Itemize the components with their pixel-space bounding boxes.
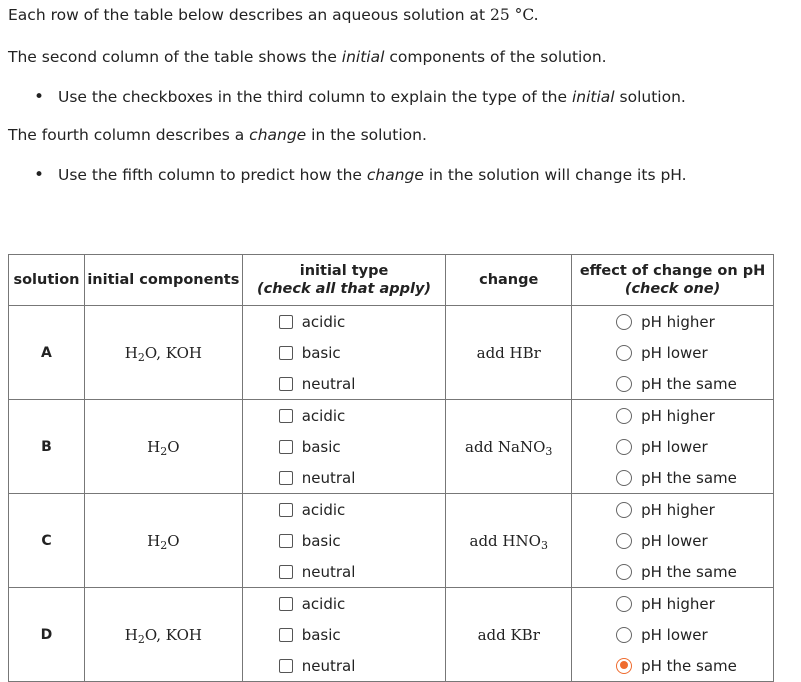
component-subscript: 2: [137, 350, 145, 364]
type-option-acidic[interactable]: [243, 306, 446, 337]
change-cell: [446, 400, 572, 494]
intro-line-3: [8, 126, 427, 144]
bullet-1-em: initial: [571, 88, 615, 106]
checkbox[interactable]: [279, 534, 293, 548]
intro-line-3-pre: The fourth column describes a: [8, 126, 250, 144]
initial-type-options: [242, 400, 446, 494]
type-option-neutral[interactable]: [243, 462, 446, 493]
effect-options: [572, 494, 774, 588]
effect-option-label: pH higher: [641, 594, 715, 613]
solution-label: A: [9, 306, 85, 400]
intro-line-1: [8, 6, 539, 24]
change-subscript: 3: [540, 538, 548, 552]
type-option-label: basic: [301, 531, 341, 550]
intro-bullet-2: [34, 166, 687, 184]
effect-option-label: pH the same: [641, 374, 737, 393]
component-formula-a: H: [147, 531, 161, 550]
bullet-2-post: in the solution will change its pH.: [423, 166, 687, 184]
component-formula-a: H: [147, 437, 161, 456]
type-option-label: acidic: [301, 500, 346, 519]
effect-option-ph-the-same[interactable]: [572, 462, 773, 493]
type-option-acidic[interactable]: [243, 588, 446, 619]
effect-option-ph-lower[interactable]: [572, 337, 773, 368]
initial-components: [84, 306, 242, 400]
header-effect: [572, 255, 774, 306]
type-option-label: neutral: [301, 656, 356, 675]
header-solution: solution: [9, 255, 85, 306]
initial-type-options: [242, 494, 446, 588]
change-cell: [446, 306, 572, 400]
type-option-neutral[interactable]: [243, 650, 446, 681]
solutions-table: [8, 254, 774, 682]
effect-option-ph-higher[interactable]: [572, 588, 773, 619]
initial-components: [84, 588, 242, 682]
header-initial-type: [242, 255, 446, 306]
radio-button[interactable]: [616, 502, 632, 518]
effect-option-ph-the-same[interactable]: [572, 650, 773, 681]
bullet-2-pre: Use the fifth column to predict how the: [58, 166, 367, 184]
bullet-1-post: solution.: [614, 88, 686, 106]
initial-components: [84, 494, 242, 588]
effect-option-label: pH the same: [641, 468, 737, 487]
component-subscript: 2: [137, 632, 145, 646]
type-option-label: basic: [301, 437, 341, 456]
bullet-2-em: change: [366, 166, 424, 184]
solution-label: D: [9, 588, 85, 682]
checkbox[interactable]: [279, 377, 293, 391]
type-option-label: acidic: [301, 312, 346, 331]
solution-label: B: [9, 400, 85, 494]
checkbox[interactable]: [279, 597, 293, 611]
type-option-label: basic: [301, 625, 341, 644]
type-option-acidic[interactable]: [243, 400, 446, 431]
header-change: change: [446, 255, 572, 306]
effect-option-label: pH higher: [641, 500, 715, 519]
effect-option-label: pH lower: [641, 343, 708, 362]
effect-option-label: pH lower: [641, 625, 708, 644]
radio-button[interactable]: [616, 627, 632, 643]
checkbox[interactable]: [279, 315, 293, 329]
change-formula: add KBr: [477, 625, 540, 644]
checkbox[interactable]: [279, 409, 293, 423]
type-option-neutral[interactable]: [243, 556, 446, 587]
component-formula-a: H: [124, 625, 138, 644]
radio-button[interactable]: [616, 408, 632, 424]
component-formula-a: H: [124, 343, 138, 362]
intro-line-3-em: change: [249, 126, 307, 144]
intro-line-3-post: in the solution.: [306, 126, 427, 144]
radio-button[interactable]: [616, 658, 632, 674]
component-subscript: 2: [160, 444, 168, 458]
effect-option-label: pH lower: [641, 437, 708, 456]
effect-option-ph-higher[interactable]: [572, 306, 773, 337]
type-option-basic[interactable]: [243, 525, 446, 556]
initial-type-options: [242, 588, 446, 682]
header-type-line2: (check all that apply): [257, 281, 432, 297]
radio-button[interactable]: [616, 533, 632, 549]
header-effect-line1: effect of change on pH: [579, 263, 766, 279]
radio-button[interactable]: [616, 470, 632, 486]
effect-option-label: pH the same: [641, 656, 737, 675]
type-option-label: neutral: [301, 374, 356, 393]
solution-label: C: [9, 494, 85, 588]
effect-option-ph-higher[interactable]: [572, 400, 773, 431]
effect-option-ph-the-same[interactable]: [572, 556, 773, 587]
table-row: [9, 494, 774, 588]
effect-option-label: pH lower: [641, 531, 708, 550]
checkbox[interactable]: [279, 659, 293, 673]
radio-button[interactable]: [616, 345, 632, 361]
initial-components: [84, 400, 242, 494]
checkbox[interactable]: [279, 346, 293, 360]
initial-type-options: [242, 306, 446, 400]
header-effect-line2: (check one): [624, 281, 721, 297]
intro-line-2-post: components of the solution.: [384, 48, 607, 66]
checkbox[interactable]: [279, 440, 293, 454]
header-components: initial components: [84, 255, 242, 306]
intro-line-1-text: Each row of the table below describes an aqueous solution at: [8, 6, 490, 24]
effect-option-ph-the-same[interactable]: [572, 368, 773, 399]
change-formula: add HBr: [476, 343, 541, 362]
type-option-basic[interactable]: [243, 619, 446, 650]
effect-options: [572, 306, 774, 400]
table-row: [9, 588, 774, 682]
change-cell: [446, 588, 572, 682]
component-subscript: 2: [160, 538, 168, 552]
type-option-label: basic: [301, 343, 341, 362]
intro-line-2-pre: The second column of the table shows the: [8, 48, 342, 66]
effect-option-label: pH higher: [641, 312, 715, 331]
type-option-label: acidic: [301, 406, 346, 425]
intro-line-2: [8, 48, 607, 66]
temperature-text: 25 °C.: [489, 6, 539, 24]
effect-option-ph-lower[interactable]: [572, 431, 773, 462]
table-row: [9, 400, 774, 494]
checkbox[interactable]: [279, 471, 293, 485]
change-formula: add HNO: [469, 531, 541, 550]
effect-option-ph-lower[interactable]: [572, 619, 773, 650]
change-cell: [446, 494, 572, 588]
bullet-1-pre: Use the checkboxes in the third column to explain the type of the: [58, 88, 572, 106]
effect-option-ph-higher[interactable]: [572, 494, 773, 525]
type-option-neutral[interactable]: [243, 368, 446, 399]
checkbox[interactable]: [279, 565, 293, 579]
radio-button[interactable]: [616, 564, 632, 580]
component-formula-b: O: [167, 437, 180, 456]
type-option-basic[interactable]: [243, 431, 446, 462]
radio-button[interactable]: [616, 439, 632, 455]
radio-button[interactable]: [616, 596, 632, 612]
change-formula: add NaNO: [465, 437, 546, 456]
effect-options: [572, 588, 774, 682]
checkbox[interactable]: [279, 628, 293, 642]
component-formula-b: O, KOH: [144, 625, 202, 644]
type-option-label: neutral: [301, 468, 356, 487]
checkbox[interactable]: [279, 503, 293, 517]
component-formula-b: O: [167, 531, 180, 550]
change-subscript: 3: [545, 444, 553, 458]
intro-line-2-em: initial: [341, 48, 385, 66]
header-row: [9, 255, 774, 306]
effect-option-label: pH higher: [641, 406, 715, 425]
effect-option-ph-lower[interactable]: [572, 525, 773, 556]
type-option-basic[interactable]: [243, 337, 446, 368]
table-row: [9, 306, 774, 400]
effect-options: [572, 400, 774, 494]
header-type-line1: initial type: [299, 263, 389, 279]
radio-button[interactable]: [616, 314, 632, 330]
type-option-acidic[interactable]: [243, 494, 446, 525]
type-option-label: acidic: [301, 594, 346, 613]
radio-button[interactable]: [616, 376, 632, 392]
effect-option-label: pH the same: [641, 562, 737, 581]
type-option-label: neutral: [301, 562, 356, 581]
intro-bullet-1: [34, 88, 686, 106]
component-formula-b: O, KOH: [144, 343, 202, 362]
